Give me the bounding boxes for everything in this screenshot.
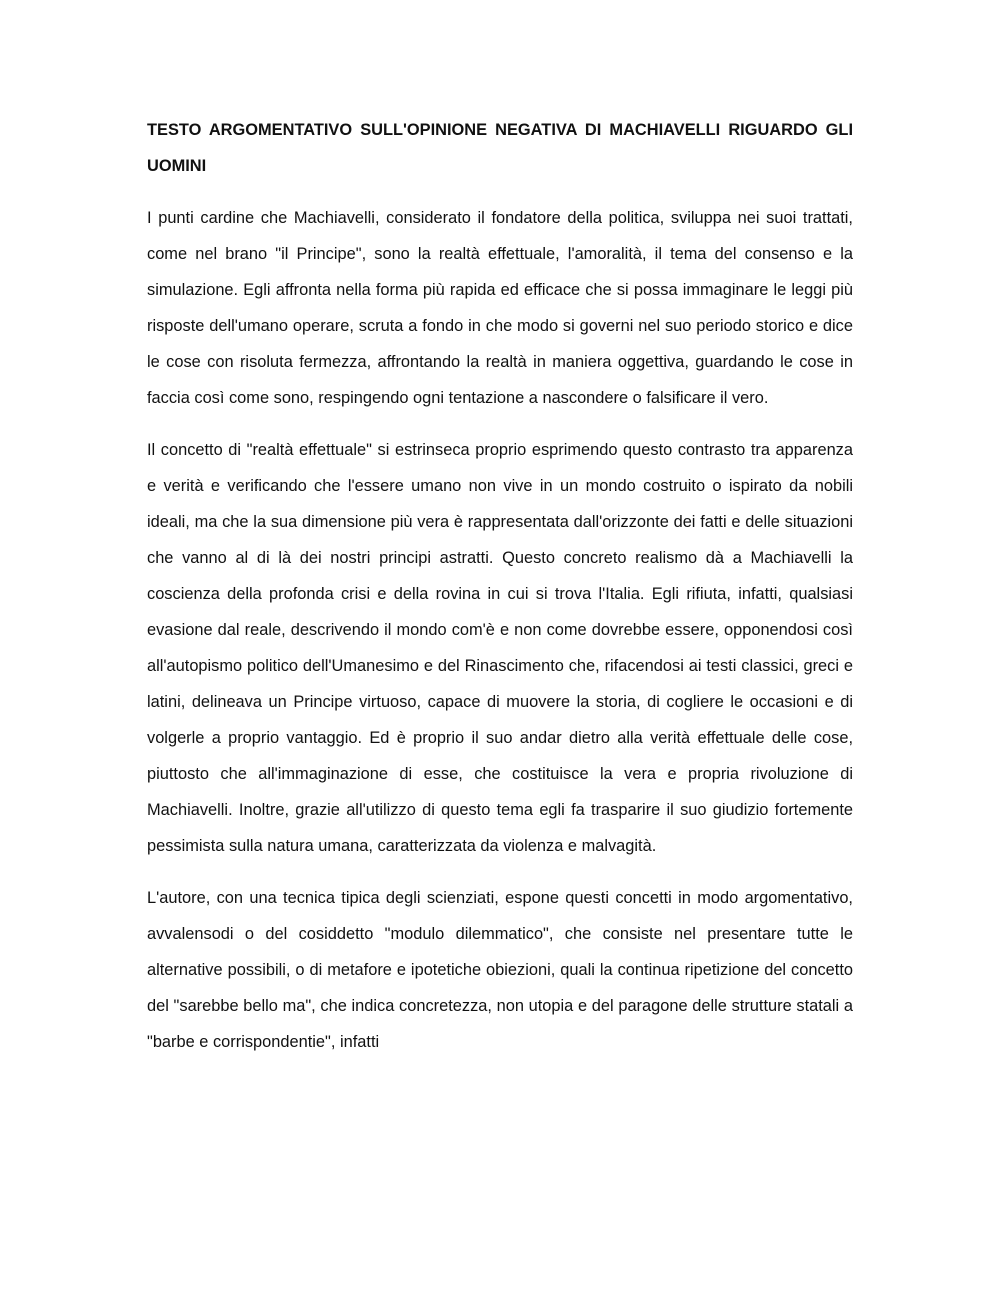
paragraph-3: L'autore, con una tecnica tipica degli scienziati, espone questi concetti in modo argomentativo, avvalensodi o del cosiddetto "modulo dilemmatico", che consiste nel presentare tutte le alternative possibili, o di metafore e ipotetiche obiezioni, quali la continua ripetizione del concetto del "sarebbe bello ma", che indica concretezza, non utopia e del paragone delle strutture statali a "barbe e corrispondentie", infatti — [147, 889, 853, 1051]
title-line-1: TESTO ARGOMENTATIVO SULL'OPINIONE NEGATIVA DI MACHIAVELLI RIGUARDO GLI — [147, 121, 853, 139]
paragraph-1: I punti cardine che Machiavelli, considerato il fondatore della politica, sviluppa nei suoi trattati, come nel brano "il Principe", sono la realtà effettuale, l'amoralità, il tema del consenso e la simulazione. Egli affronta nella forma più rapida ed efficace che si possa immaginare le leggi più risposte dell'umano operare, scruta a fondo in che modo si governi nel suo periodo storico e dice le cose con risoluta fermezza, affrontando la realtà in maniera oggettiva, guardando le cose in faccia così come sono, respingendo ogni tentazione a nascondere o falsificare il vero. — [147, 209, 853, 407]
document-title — [147, 112, 853, 184]
document-body — [147, 112, 853, 1060]
title-line-2: UOMINI — [147, 157, 207, 175]
paragraph-2: Il concetto di "realtà effettuale" si estrinseca proprio esprimendo questo contrasto tra apparenza e verità e verificando che l'essere umano non vive in un mondo costruito o ispirato da nobili ideali, ma che la sua dimensione più vera è rappresentata dall'orizzonte dei fatti e delle situazioni che vanno al di là dei nostri principi astratti. Questo concreto realismo dà a Machiavelli la coscienza della profonda crisi e della rovina in cui si trova l'Italia. Egli rifiuta, infatti, qualsiasi evasione dal reale, descrivendo il mondo com'è e non come dovrebbe essere, opponendosi così all'autopismo politico dell'Umanesimo e del Rinascimento che, rifacendosi ai testi classici, greci e latini, delineava un Principe virtuoso, capace di muovere la storia, di cogliere le occasioni e di volgerle a proprio vantaggio. Ed è proprio il suo andar dietro alla verità effettuale delle cose, piuttosto che all'immaginazione di esse, che costituisce la vera e propria rivoluzione di Machiavelli. Inoltre, grazie all'utilizzo di questo tema egli fa trasparire il suo giudizio fortemente pessimista sulla natura umana, caratterizzata da violenza e malvagità. — [147, 441, 853, 855]
